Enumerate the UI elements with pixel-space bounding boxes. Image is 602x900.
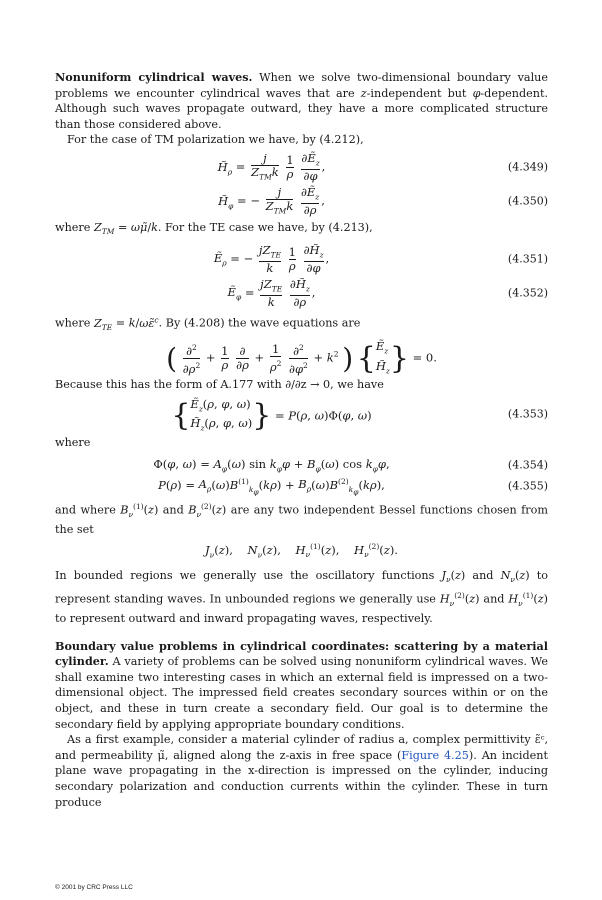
equation-wave: ( $\frac{\partial^2}{\partial\rho^2}$ + $\frac{1}{\rho}$ $\frac{\partial}{\partial\rho}$ + $\frac{1}{\rho^2}$ $\frac{\partial^2}{\partial\varphi^2}$ + $k^2$ ) {Ẽ$_z$ $H̃_z\} = 0$.: [166, 339, 437, 376]
equation-number: (4.350): [507, 194, 548, 208]
equation-4354: Φ(φ, $\omega) = A_\varphi(\omega)$ $\sin k_\varphi\varphi + B_\varphi(\omega)$ $\cos k_\varphi\varphi$, (4.354): [153, 456, 548, 473]
paragraph-nonuniform: Nonuniform cylindrical waves. When we solve two-dimensional boundary value problems we encounter cylindrical waves that are z-independent but φ-dependent. Although such waves propagate outward, they have a more complicated structure than those considered above.: [55, 70, 548, 131]
equation-4350: $H̃_\varphi$ = − $\frac{j}{Z_{TM}k}$ $\frac{\partial Ẽ_z}{\partial\rho}$ , (4.350): [218, 184, 548, 218]
paragraph-where: where: [55, 435, 91, 449]
equation-4353: {Ẽ$_z$(ρ, φ, ω) $H̃_z(\rho$, φ, ω)} = P(ρ, ω)Φ(φ, ω) (4.353): [171, 396, 548, 434]
paragraph-boundary-value: [55, 639, 548, 733]
equation-4355: $P(\rho) = A_\rho(\omega)B^{(1)}_{k_\varphi}(k\rho) + B_\rho(\omega)B^{(2)}_{k_\varphi}(k\rho)$, (4.355): [158, 476, 548, 497]
paragraph-bounded: In bounded regions we generally use the oscillatory functions $J_\nu(z)$ and $N_\nu(z)$ to represent standing waves. In unbounded regions we generally use $H_\nu^{(2)}(z)$ and $H_\nu^{(1)}(z)$ to represent outward and inward propagating waves, respectively.: [55, 568, 549, 626]
equation-number: (4.349): [507, 160, 548, 174]
boundary-text: A variety of problems can be solved using nonuniform cylindrical waves. We shall examine two interesting cases in which an external field is impressed on a two-dimensional object. The impressed field creates secondary sources within or on the object, and these in turn create a secondary field. Our goal is to determine the secondary field by applying appropriate boundary conditions.: [55, 655, 548, 731]
copyright-footer: © 2001 by CRC Press LLC: [55, 884, 133, 891]
equation-number: (4.354): [507, 458, 548, 472]
equation-4351: Ẽ$_\rho$ = − $\frac{jZ_{TE}}{k}$ $\frac{1}{\rho}$ $\frac{\partial H̃_z}{\partial\varphi}$ , (4.351): [213, 242, 548, 276]
paragraph-and-where: and where $B_\nu^{(1)}(z)$ and $B_\nu^{(2)}(z)$ are any two independent Bessel functions chosen from the set: [55, 501, 548, 537]
page-content: [55, 70, 548, 810]
section-heading-boundary: Boundary value problems in cylindrical coordinates: scattering by a material cylinder.: [55, 638, 548, 669]
paragraph-where-ztm: where $Z_{TM}$ = ωμ̃/k. For the TE case we have, by (4.213),: [55, 220, 373, 237]
equation-number: (4.355): [507, 479, 548, 493]
paragraph-because: Because this has the form of A.177 with ∂/∂z → 0, we have: [55, 378, 384, 392]
paragraph-first-example: As a first example, consider a material cylinder of radius a, complex permittivity ε̃ᶜ, and permeability μ̃, aligned along the z-axis in free space (Figure 4.25). An incident plane wave propagating in the x-direction is impressed on the cylinder, inducing secondary polarization and conduction currents within the cylinder. These in turn produce: [55, 733, 548, 809]
equation-4352: Ẽ$_\varphi$ = $\frac{jZ_{TE}}{k}$ $\frac{\partial H̃_z}{\partial\rho}$ , (4.352): [227, 276, 548, 310]
equation-number: (4.353): [507, 407, 548, 421]
equation-4349: $H̃_\rho$ = $\frac{j}{Z_{TM}k}$ $\frac{1}{\rho}$ $\frac{\partial Ẽ_z}{\partial\varphi}$ , (4.349): [217, 150, 548, 184]
equation-bessel-set: $J_\nu(z)$, $N_\nu(z)$, $H_\nu^{(1)}(z)$, $H_\nu^{(2)}(z)$.: [205, 541, 398, 559]
equation-number: (4.352): [507, 286, 548, 300]
section-heading-nonuniform: Nonuniform cylindrical waves.: [55, 70, 253, 84]
equation-number: (4.351): [507, 252, 548, 266]
figure-link[interactable]: Figure 4.25: [401, 748, 469, 762]
paragraph-where-zte: where $Z_{TE}$ = k/ωε̃$^c$. By (4.208) the wave equations are: [55, 314, 361, 332]
paragraph-tm-intro: For the case of TM polarization we have, by (4.212),: [67, 133, 364, 147]
